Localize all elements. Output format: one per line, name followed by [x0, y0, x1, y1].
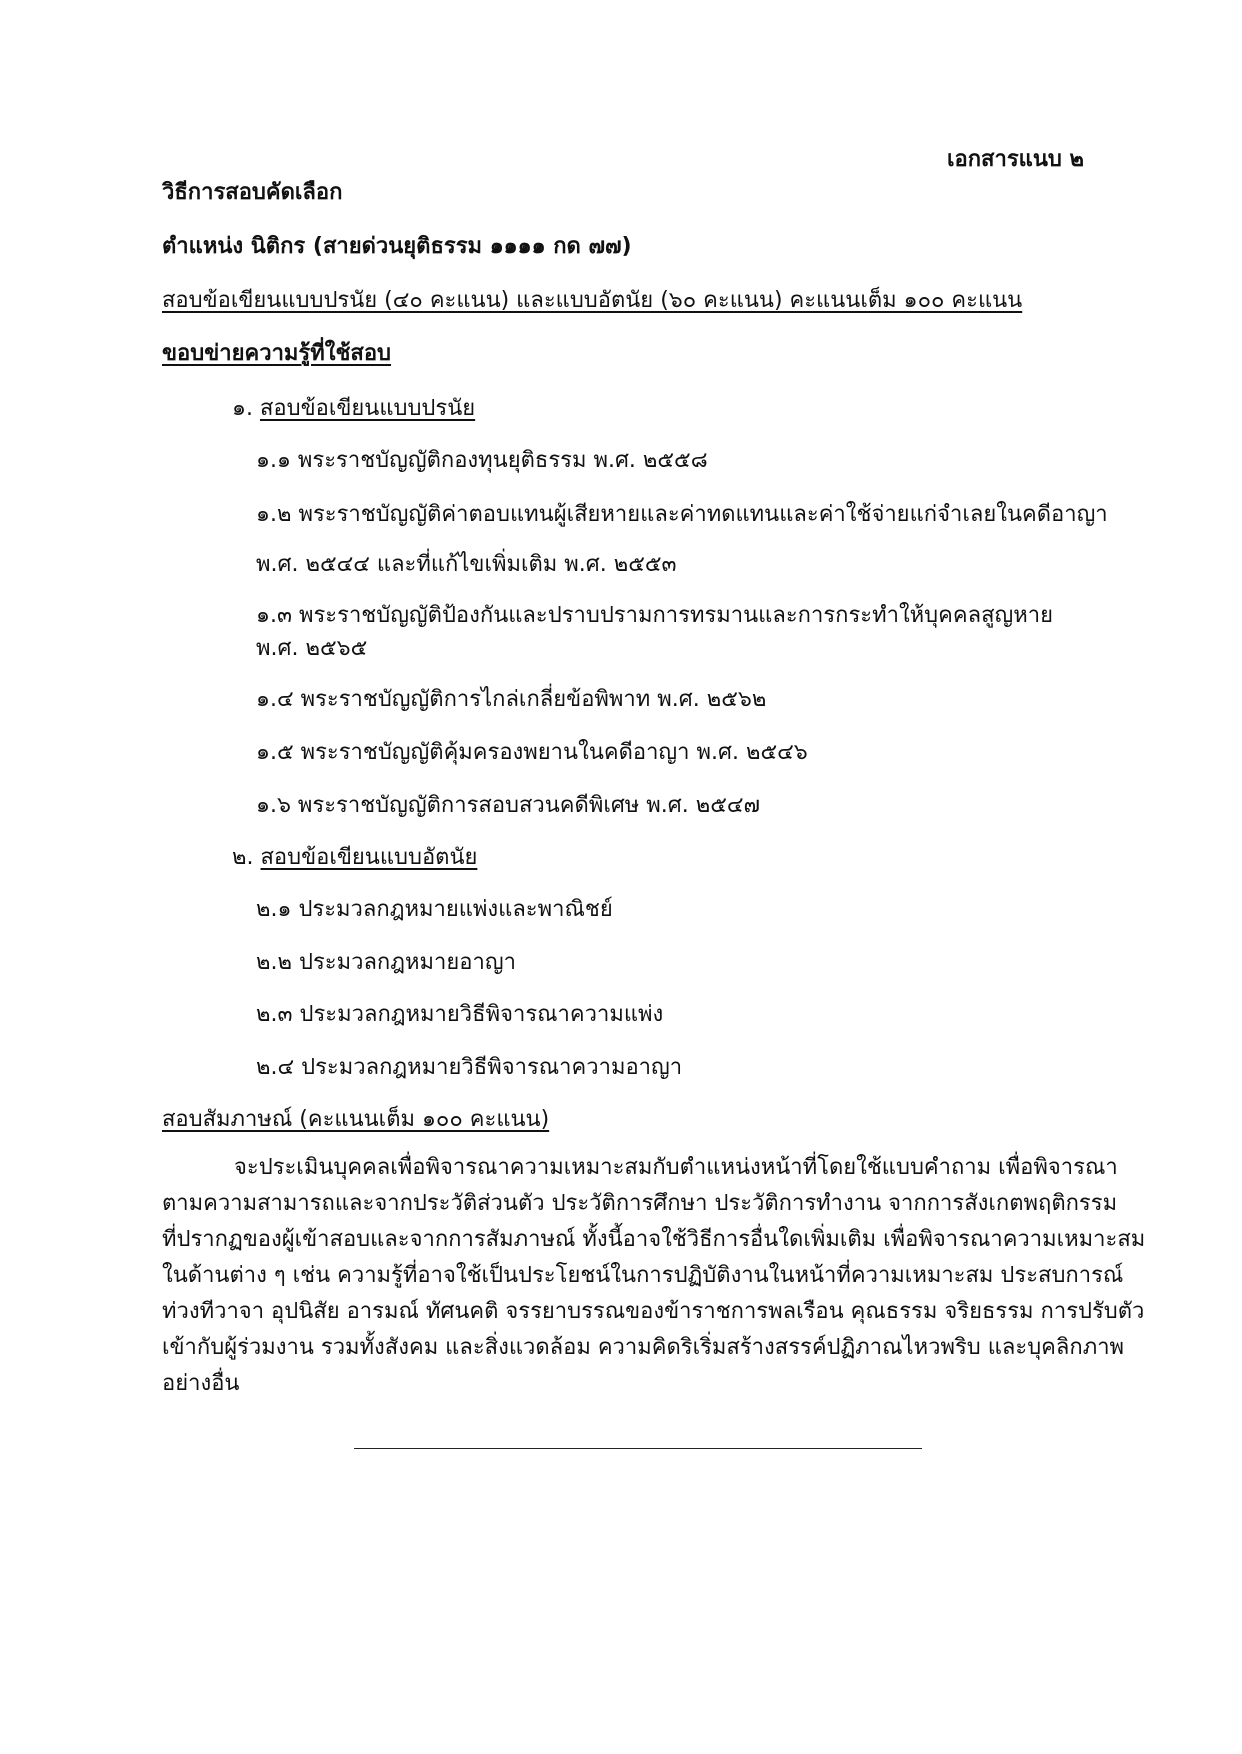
paragraph-line: จะประเมินบุคคลเพื่อพิจารณาความเหมาะสมกับตำแหน่งหน้าที่โดยใช้แบบคำถาม เพื่อพิจารณา: [234, 1155, 1118, 1180]
part2-number: ๒.: [232, 845, 254, 870]
paragraph-line: อย่างอื่น: [162, 1371, 240, 1396]
exam-format-line: สอบข้อเขียนแบบปรนัย (๔๐ คะแนน) และแบบอัตนัย (๖๐ คะแนน) คะแนนเต็ม ๑๐๐ คะแนน: [162, 288, 1023, 313]
section-title: วิธีการสอบคัดเลือก: [162, 180, 343, 205]
part1-number: ๑.: [232, 396, 253, 421]
part1-heading: [232, 394, 475, 424]
interview-paragraph: [162, 1150, 1146, 1402]
interview-heading: สอบสัมภาษณ์ (คะแนนเต็ม ๑๐๐ คะแนน): [162, 1107, 550, 1132]
part2-title: สอบข้อเขียนแบบอัตนัย: [260, 845, 478, 870]
paragraph-line: ท่วงทีวาจา อุปนิสัย อารมณ์ ทัศนคติ จรรยาบรรณของข้าราชการพลเรือน คุณธรรม จริยธรรม การปรับตัว: [162, 1299, 1145, 1324]
part2-item: ๒.๒ ประมวลกฎหมายอาญา: [256, 950, 516, 975]
paragraph-line: เข้ากับผู้ร่วมงาน รวมทั้งสังคม และสิ่งแวดล้อม ความคิดริเริ่มสร้างสรรค์ปฏิภาณไหวพริบ และบุคลิกภาพ: [162, 1335, 1125, 1360]
part1-item-continuation: พ.ศ. ๒๕๖๕: [256, 636, 368, 661]
part2-item: ๒.๑ ประมวลกฎหมายแพ่งและพาณิชย์: [256, 897, 613, 922]
part1-item: ๑.๖ พระราชบัญญัติการสอบสวนคดีพิเศษ พ.ศ. ๒๕๔๗: [256, 793, 761, 818]
part1-item: ๑.๒ พระราชบัญญัติค่าตอบแทนผู้เสียหายและค่าทดแทนและค่าใช้จ่ายแก่จำเลยในคดีอาญา: [256, 502, 1108, 527]
end-divider: [354, 1448, 922, 1449]
scope-heading: ขอบข่ายความรู้ที่ใช้สอบ: [162, 341, 392, 366]
paragraph-line: ในด้านต่าง ๆ เช่น ความรู้ที่อาจใช้เป็นประโยชน์ในการปฏิบัติงานในหน้าที่ความเหมาะสม ประสบการณ์: [162, 1263, 1124, 1288]
part1-item: ๑.๓ พระราชบัญญัติป้องกันและปราบปรามการทรมานและการกระทำให้บุคคลสูญหาย: [256, 603, 1053, 628]
paragraph-line: ที่ปรากฏของผู้เข้าสอบและจากการสัมภาษณ์ ทั้งนี้อาจใช้วิธีการอื่นใดเพิ่มเติม เพื่อพิจารณาความเหมาะสม: [162, 1227, 1146, 1252]
part2-item: ๒.๔ ประมวลกฎหมายวิธีพิจารณาความอาญา: [256, 1055, 683, 1080]
position-line: ตำแหน่ง นิติกร (สายด่วนยุติธรรม ๑๑๑๑ กด ๗๗): [162, 234, 632, 259]
part1-item: ๑.๕ พระราชบัญญัติคุ้มครองพยานในคดีอาญา พ.ศ. ๒๕๔๖: [256, 740, 808, 765]
part2-heading: [232, 843, 477, 873]
paragraph-line: ตามความสามารถและจากประวัติส่วนตัว ประวัติการศึกษา ประวัติการทำงาน จากการสังเกตพฤติกรรม: [162, 1191, 1118, 1216]
attachment-label: เอกสารแนบ ๒: [947, 147, 1084, 172]
part2-item: ๒.๓ ประมวลกฎหมายวิธีพิจารณาความแพ่ง: [256, 1002, 664, 1027]
part1-item: ๑.๑ พระราชบัญญัติกองทุนยุติธรรม พ.ศ. ๒๕๕๘: [256, 448, 708, 473]
part1-item-continuation: พ.ศ. ๒๕๔๔ และที่แก้ไขเพิ่มเติม พ.ศ. ๒๕๕๓: [256, 552, 677, 577]
part1-title: สอบข้อเขียนแบบปรนัย: [259, 396, 476, 421]
part1-item: ๑.๔ พระราชบัญญัติการไกล่เกลี่ยข้อพิพาท พ.ศ. ๒๕๖๒: [256, 687, 767, 712]
